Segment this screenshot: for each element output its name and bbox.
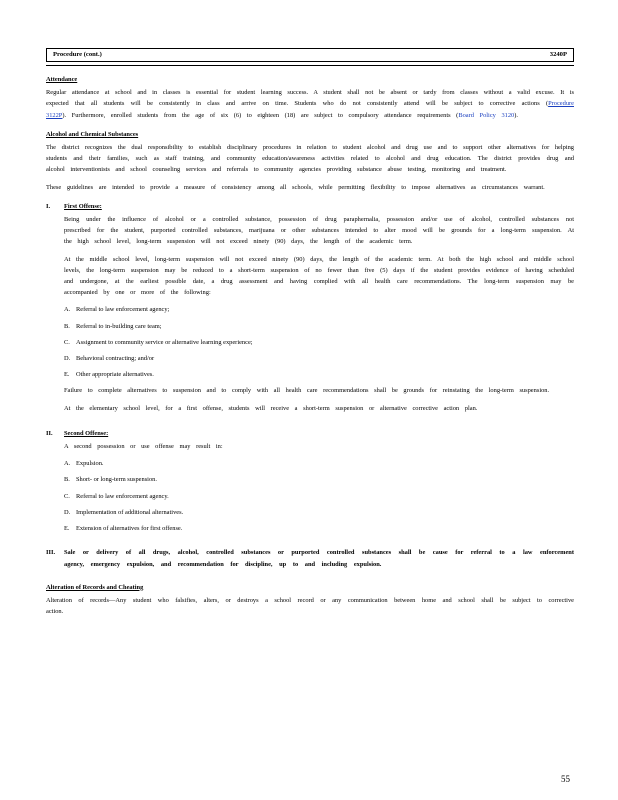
first-offense-numeral: I. bbox=[46, 202, 51, 210]
list-item-letter: C. bbox=[64, 492, 70, 500]
list-item-text: Referral to law enforcement agency; bbox=[76, 306, 170, 314]
second-offense-intro: A second possession or use offense may result in: bbox=[64, 443, 223, 451]
attendance-text-1: Regular attendance at school and in classes is essential for student learning success. A student shall not be absent or tardy from classes without a valid excuse. It is expected that all students will be consistently in class and arrive on time. Students who do not consistently attend will be subject to corrective actions ( bbox=[46, 89, 574, 108]
list-item bbox=[64, 458, 574, 469]
list-item bbox=[64, 304, 574, 315]
alcohol-heading: Alcohol and Chemical Substances bbox=[46, 130, 139, 138]
second-offense-numeral: II. bbox=[46, 429, 53, 437]
first-offense-paragraph-2: At the middle school level, long-term suspension will not exceed ninety (90) days, the length of the academic term. At both the high school and middle school levels, the long-term suspension may be reduced to a short-term suspension of no fewer than five (5) days if the student provides evidence of having scheduled and undergone, at the earliest possible date, a drug assessment and having complied with all health care recommendations. The long-term suspension may be accompanied by one or more of the following: bbox=[64, 255, 574, 297]
first-offense-title: First Offense: bbox=[64, 202, 102, 210]
page-number: 55 bbox=[561, 774, 570, 784]
first-offense-paragraph-1: Being under the influence of alcohol or a controlled substance, possession of drug paraphernalia, possession and/or use of alcohol, controlled substances not prescribed for the student, purported controlled substances, marijuana or other substances intended to alter mood will be grounds for a long-term suspension. At the high school level, long-term suspension will not exceed ninety (90) days, the length of the academic term. bbox=[64, 216, 574, 246]
list-item-text: Behavioral contracting; and/or bbox=[76, 355, 155, 363]
second-offense-title: Second Offense: bbox=[64, 429, 109, 437]
list-item-letter: E. bbox=[64, 525, 70, 533]
third-offense-text: Sale or delivery of all drugs, alcohol, controlled substances or purported controlled substances shall be cause for referral to a law enforcement agency, emergency expulsion, and recommendation for discipline, up to and including expulsion. bbox=[64, 549, 574, 568]
attendance-paragraph bbox=[46, 87, 574, 121]
second-offense-section bbox=[46, 428, 574, 539]
list-item-letter: D. bbox=[64, 508, 71, 516]
third-offense-numeral: III. bbox=[46, 549, 56, 557]
procedure-header bbox=[46, 48, 574, 62]
list-item bbox=[64, 321, 574, 332]
list-item-text: Referral to law enforcement agency. bbox=[76, 492, 169, 500]
first-offense-paragraph-4: At the elementary school level, for a first offense, students will receive a short-term suspension or alternative corrective action plan. bbox=[64, 404, 478, 412]
list-item-letter: E. bbox=[64, 371, 70, 379]
list-item-text: Expulsion. bbox=[76, 460, 104, 468]
list-item-letter: B. bbox=[64, 476, 70, 484]
list-item-text: Short- or long-term suspension. bbox=[76, 476, 157, 484]
list-item-text: Assignment to community service or alternative learning experience; bbox=[76, 338, 253, 346]
alcohol-paragraph-1: The district recognizes the dual responsibility to establish disciplinary procedures in relation to student alcohol and drug use and to support other alternatives for helping students and their families, such as staff training, and community education/awareness activities related to alcohol and drug education. The district provides drug and alcohol interventionists and school counseling services and referrals to community agencies providing substance abuse testing, monitoring and treatment. bbox=[46, 144, 574, 174]
list-item-letter: A. bbox=[64, 460, 71, 468]
attendance-text-3: ). bbox=[514, 111, 518, 119]
alcohol-paragraph-2: These guidelines are intended to provide a measure of consistency among all schools, while permitting flexibility to impose alternatives as circumstances warrant. bbox=[46, 183, 545, 191]
list-item bbox=[64, 474, 574, 485]
list-item bbox=[64, 491, 574, 502]
third-offense-section bbox=[46, 547, 574, 569]
list-item-text: Implementation of additional alternatives. bbox=[76, 508, 184, 516]
first-offense-paragraph-3: Failure to complete alternatives to suspension and to comply with all health care recommendations shall be grounds for reinstating the long-term suspension. bbox=[64, 387, 550, 395]
procedure-3122p-link[interactable]: Procedure 3122P bbox=[46, 100, 574, 119]
header-title: Procedure (cont.) bbox=[53, 51, 102, 59]
attendance-text-2: ). Furthermore, enrolled students from the age of six (6) to eighteen (18) are subject to compulsory attendance requirements ( bbox=[62, 111, 459, 119]
list-item bbox=[64, 353, 574, 364]
list-item-letter: B. bbox=[64, 322, 70, 330]
attendance-heading: Attendance bbox=[46, 76, 78, 83]
list-item-letter: C. bbox=[64, 338, 70, 346]
list-item-letter: A. bbox=[64, 306, 71, 314]
list-item bbox=[64, 337, 574, 348]
board-policy-3120-link[interactable]: Board Policy 3120 bbox=[458, 111, 515, 119]
list-item bbox=[64, 507, 574, 518]
header-code: 3240P bbox=[549, 51, 567, 59]
list-item-letter: D. bbox=[64, 355, 71, 363]
list-item-text: Other appropriate alternatives. bbox=[76, 371, 154, 379]
first-offense-section bbox=[46, 201, 574, 420]
document-page bbox=[46, 48, 574, 623]
header-rule bbox=[46, 65, 574, 66]
list-item bbox=[64, 369, 574, 380]
list-item bbox=[64, 523, 574, 534]
list-item-text: Referral to in-building care team; bbox=[76, 322, 162, 330]
alteration-heading: Alteration of Records and Cheating bbox=[46, 583, 144, 591]
alteration-paragraph: Alteration of records—Any student who falsifies, alters, or destroys a school record or any communication between home and school shall be subject to corrective action. bbox=[46, 596, 574, 616]
list-item-text: Extension of alternatives for first offense. bbox=[76, 525, 183, 533]
